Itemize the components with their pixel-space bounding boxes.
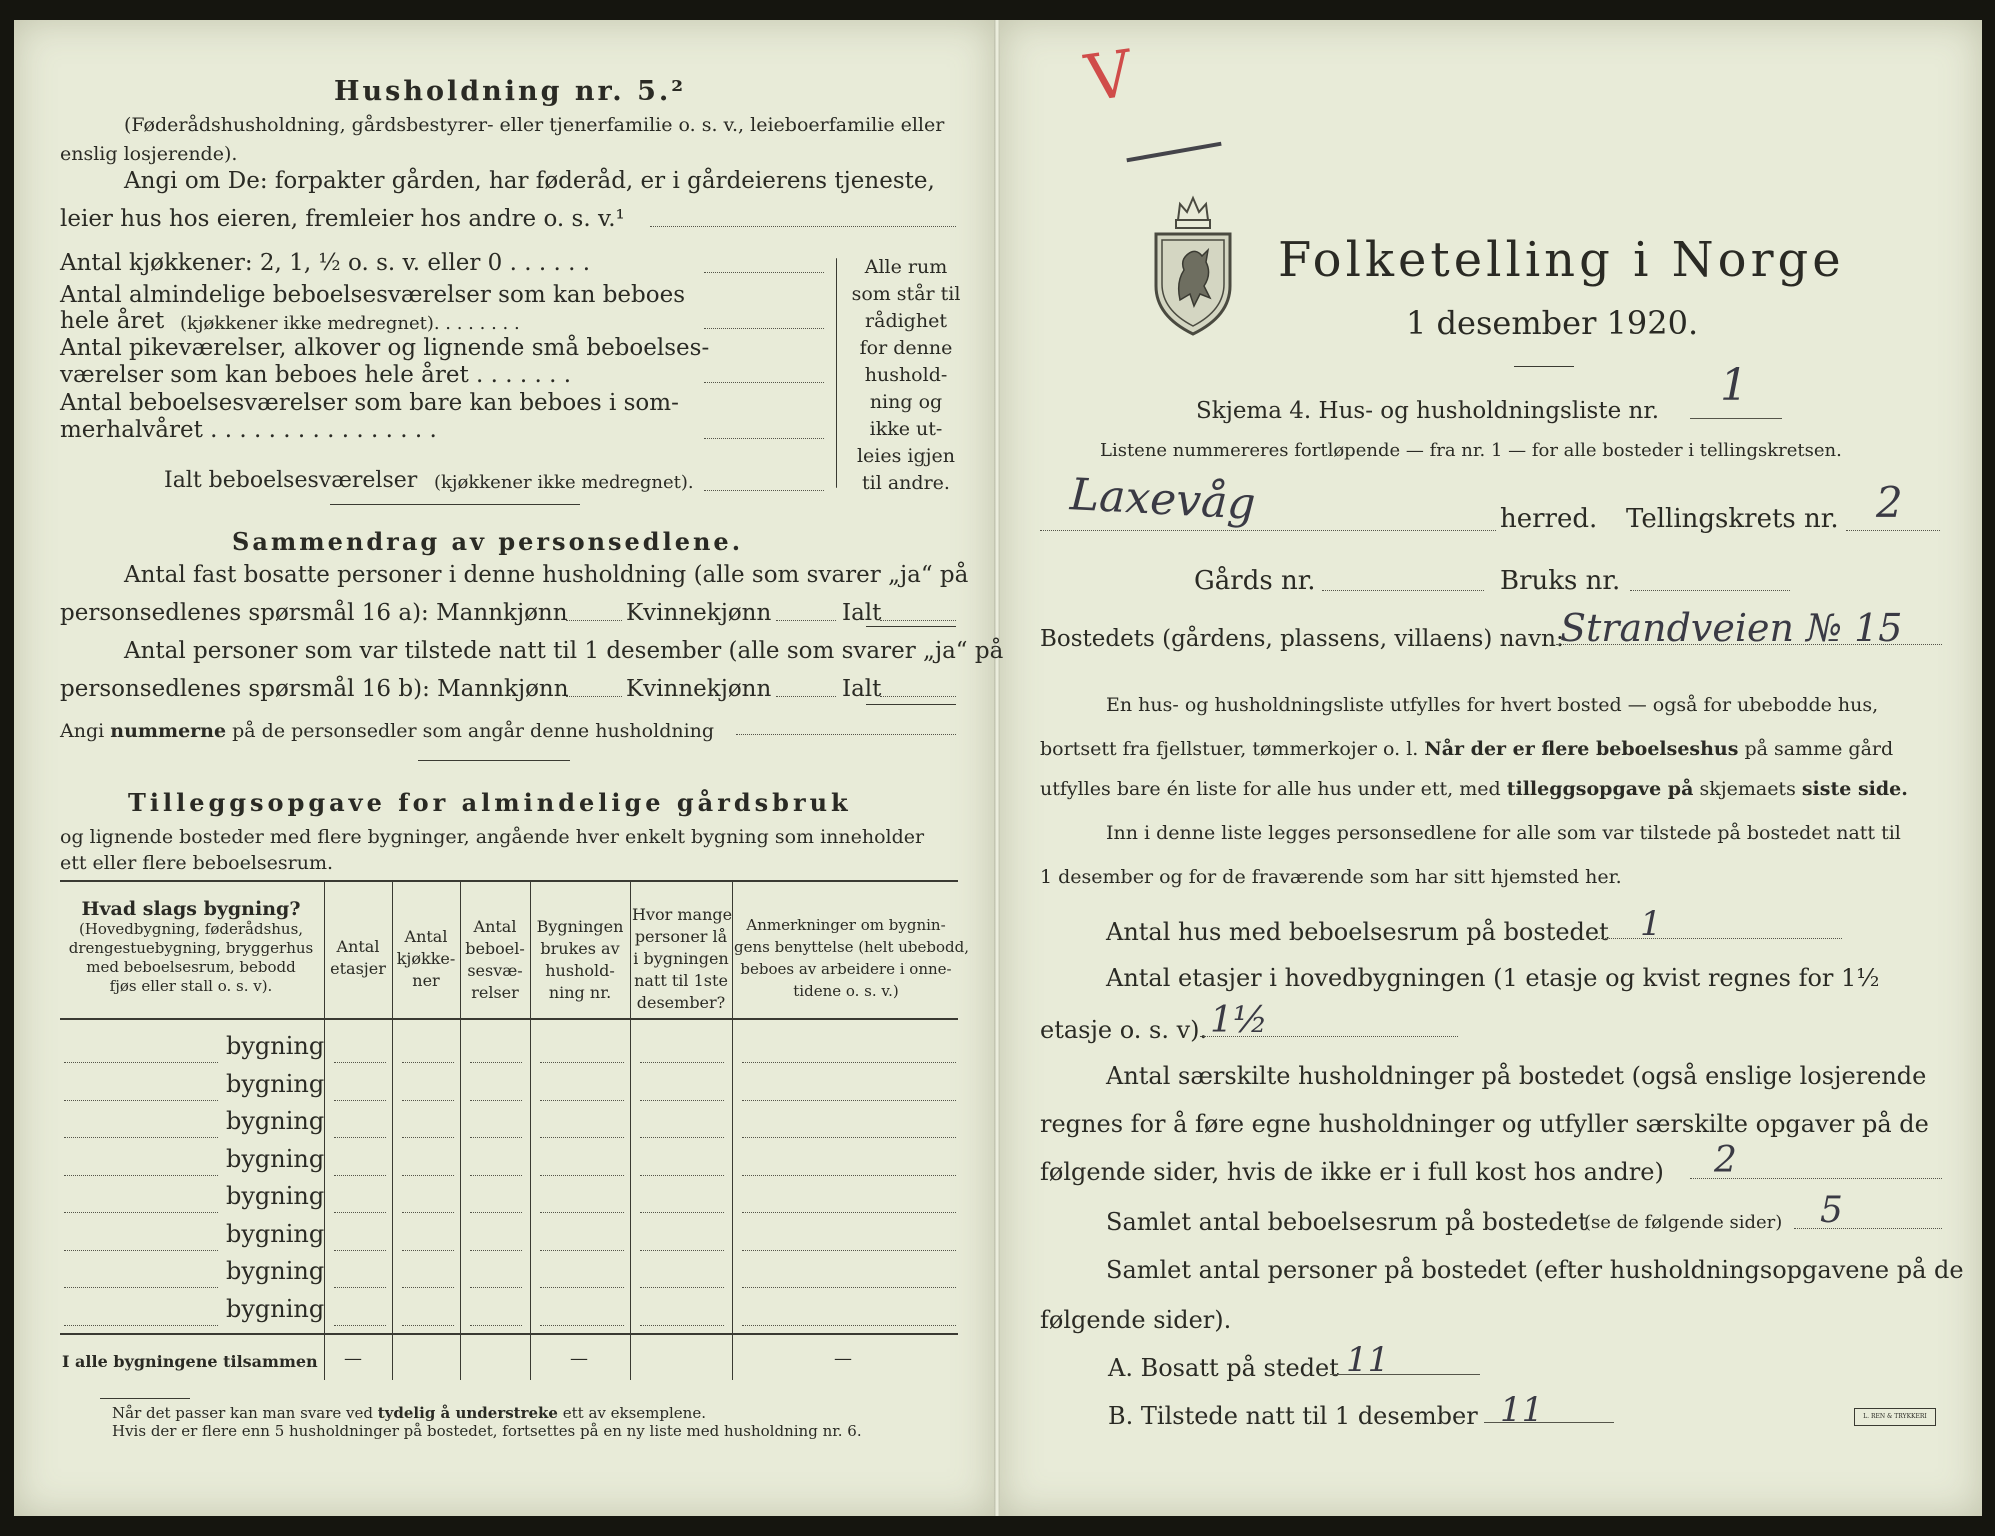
tellingskrets-value[interactable]: 2 <box>1876 478 1903 527</box>
table-col-sep-4 <box>530 880 531 1380</box>
q-hush-answer-line <box>1690 1178 1942 1179</box>
tillegg-heading: Tilleggsopgave for almindelige gårdsbruk <box>128 788 852 817</box>
q-pers-1: Samlet antal personer på bostedet (efter husholdningsopgavene på de <box>1106 1256 1964 1284</box>
col-head-kjokkener: Antal kjøkke- ner <box>396 927 456 990</box>
building-cell-field[interactable] <box>470 1137 522 1138</box>
building-cell-field[interactable] <box>742 1062 956 1063</box>
building-cell-field[interactable] <box>402 1062 454 1063</box>
building-cell-field[interactable] <box>470 1212 522 1213</box>
instr-2: bortsett fra fjellstuer, tømmerkojer o. l. Når der er flere beboelseshus på samme gård <box>1040 738 1894 760</box>
skjema-label: Skjema 4. Hus- og husholdningsliste nr. <box>1196 398 1660 424</box>
p2-kvinne-answer[interactable] <box>776 696 836 697</box>
herred-answer-line <box>1040 530 1496 531</box>
building-cell-field[interactable] <box>402 1212 454 1213</box>
building-cell-field[interactable] <box>640 1212 724 1213</box>
household-title: Husholdning nr. 5.² <box>334 76 687 107</box>
building-cell-field[interactable] <box>334 1100 386 1101</box>
angi-answer-line[interactable] <box>650 226 956 227</box>
bruks-answer-line[interactable] <box>1630 590 1790 591</box>
building-cell-field[interactable] <box>540 1175 624 1176</box>
listene-note: Listene nummereres fortløpende — fra nr. 1 — for alle bosteder i tellingskretsen. <box>1100 440 1842 461</box>
tillegg-desc-1: og lignende bosteder med flere bygninger, angående hver enkelt bygning som inneholder <box>60 826 925 848</box>
gards-answer-line[interactable] <box>1322 590 1484 591</box>
building-type-field[interactable] <box>64 1100 218 1101</box>
building-cell-field[interactable] <box>742 1175 956 1176</box>
building-type-field[interactable] <box>64 1287 218 1288</box>
building-type-field[interactable] <box>64 1212 218 1213</box>
table-top-border <box>60 880 958 882</box>
building-cell-field[interactable] <box>640 1287 724 1288</box>
building-cell-field[interactable] <box>742 1287 956 1288</box>
census-date: 1 desember 1920. <box>1406 304 1699 342</box>
angi-nummerne: Angi nummerne på de personsedler som angår denne husholdning <box>60 720 715 742</box>
p2-ialt-underline <box>866 704 956 705</box>
rooms-alm-2: hele året <box>60 308 165 334</box>
q-rum-label: Samlet antal beboelsesrum på bostedet <box>1106 1208 1588 1236</box>
p2-mann-answer[interactable] <box>566 696 622 697</box>
building-cell-field[interactable] <box>540 1100 624 1101</box>
center-fold <box>994 20 1000 1516</box>
building-row-label: bygning <box>226 1294 325 1323</box>
rooms-pike-answer[interactable] <box>704 382 824 383</box>
rooms-alm-1: Antal almindelige beboelsesværelser som kan beboes <box>60 282 686 308</box>
building-cell-field[interactable] <box>402 1100 454 1101</box>
rooms-alm-answer[interactable] <box>704 328 824 329</box>
angi-line-2: leier hus hos eieren, fremleier hos andre o. s. v.¹ <box>60 206 625 232</box>
p2-ialt-answer[interactable] <box>880 696 956 697</box>
rooms-kjokkener-answer[interactable] <box>704 272 824 273</box>
q-rum-value[interactable]: 5 <box>1820 1190 1843 1231</box>
col-head-brukes: Bygningen brukes av hushold- ning nr. <box>536 917 624 1002</box>
q-rum-answer-line <box>1794 1228 1942 1229</box>
table-col-sep-3 <box>460 880 461 1380</box>
instr-3: utfylles bare én liste for alle hus under ett, med tilleggsopgave på skjemaets siste side. <box>1040 778 1908 800</box>
herred-value[interactable]: Laxevåg <box>1068 469 1257 530</box>
building-cell-field[interactable] <box>540 1287 624 1288</box>
table-header-border <box>60 1018 958 1020</box>
left-page <box>14 20 994 1516</box>
bosted-answer-line <box>1556 644 1942 645</box>
rooms-ialt: Ialt beboelsesværelser <box>164 468 418 493</box>
table-col-sep-6 <box>732 880 733 1380</box>
red-check-mark: V <box>1081 37 1138 117</box>
building-cell-field[interactable] <box>334 1175 386 1176</box>
rooms-brace <box>836 258 837 488</box>
q-hush-value[interactable]: 2 <box>1714 1140 1737 1181</box>
q-etasjer-1: Antal etasjer i hovedbygningen (1 etasje og kvist regnes for 1½ <box>1106 964 1880 992</box>
building-cell-field[interactable] <box>402 1250 454 1251</box>
rooms-sommer-answer[interactable] <box>704 438 824 439</box>
a-label: A. Bosatt på stedet <box>1108 1354 1339 1382</box>
b-answer-line <box>1484 1422 1614 1423</box>
herred-label: herred. <box>1500 504 1598 534</box>
total-label: I alle bygningene tilsammen <box>62 1352 318 1371</box>
sammendrag-p1-2: personsedlenes spørsmål 16 a): Mannkjønn <box>60 600 568 626</box>
table-col-sep-2 <box>392 880 393 1380</box>
building-row-label: bygning <box>226 1032 325 1060</box>
rooms-ialt-note: (kjøkkener ikke medregnet). <box>434 472 694 493</box>
building-cell-field[interactable] <box>334 1062 386 1063</box>
col-head-personer: Hvor mange personer lå i bygningen natt til 1ste desember? <box>632 905 733 1012</box>
col-head-vaerelser: Antal beboel- sesvæ- relser <box>465 917 525 1002</box>
q-etasjer-answer-line <box>1200 1036 1458 1037</box>
col-head-etasjer: Antal etasjer <box>330 937 386 978</box>
skjema-answer-line <box>1690 418 1782 419</box>
building-type-field[interactable] <box>64 1137 218 1138</box>
rooms-kjokkener: Antal kjøkkener: 2, 1, ½ o. s. v. eller 0 . . . . . . <box>60 250 591 276</box>
rooms-ialt-answer[interactable] <box>704 490 824 491</box>
building-cell-field[interactable] <box>470 1062 522 1063</box>
building-cell-field[interactable] <box>640 1325 724 1326</box>
footnote-2: Hvis der er flere enn 5 husholdninger på bostedet, fortsettes på en ny liste med husholdning nr. 6. <box>112 1422 862 1440</box>
q-hush-3: følgende sider, hvis de ikke er i full kost hos andre) <box>1040 1158 1664 1186</box>
building-cell-field[interactable] <box>742 1325 956 1326</box>
building-type-field[interactable] <box>64 1062 218 1063</box>
building-cell-field[interactable] <box>470 1250 522 1251</box>
a-value[interactable]: 11 <box>1346 1340 1390 1380</box>
building-type-field[interactable] <box>64 1325 218 1326</box>
building-cell-field[interactable] <box>334 1137 386 1138</box>
building-cell-field[interactable] <box>742 1100 956 1101</box>
building-cell-field[interactable] <box>334 1212 386 1213</box>
sammendrag-p2-1: Antal personer som var tilstede natt til 1 desember (alle som svarer „ja“ på <box>124 638 1004 664</box>
p1-ialt-label: Ialt <box>842 600 882 626</box>
building-cell-field[interactable] <box>540 1062 624 1063</box>
building-row-label: bygning <box>226 1182 325 1210</box>
p1-ialt-answer[interactable] <box>880 620 956 621</box>
sammendrag-heading: Sammendrag av personsedlene. <box>232 527 744 556</box>
building-cell-field[interactable] <box>540 1137 624 1138</box>
rooms-sommer-2: merhalvåret . . . . . . . . . . . . . . . . <box>60 417 437 443</box>
title-rule <box>1514 366 1574 367</box>
main-title: Folketelling i Norge <box>1278 232 1845 288</box>
building-cell-field[interactable] <box>640 1250 724 1251</box>
q-hush-1: Antal særskilte husholdninger på bostedet (også enslige losjerende <box>1106 1062 1927 1090</box>
sammendrag-p1-1: Antal fast bosatte personer i denne husholdning (alle som svarer „ja“ på <box>124 562 969 588</box>
angi-line-1: Angi om De: forpakter gården, har føderåd, er i gårdeierens tjeneste, <box>124 168 935 194</box>
q-hus-value[interactable]: 1 <box>1640 904 1662 944</box>
building-cell-field[interactable] <box>540 1212 624 1213</box>
tillegg-desc-2: ett eller flere beboelsesrum. <box>60 852 334 874</box>
b-value[interactable]: 11 <box>1500 1390 1544 1430</box>
rooms-pike-2: værelser som kan beboes hele året . . . . . . . <box>60 362 572 388</box>
building-row-label: bygning <box>226 1219 325 1248</box>
p2-kvinne-label: Kvinnekjønn <box>626 676 772 702</box>
table-total-border <box>60 1333 958 1335</box>
footnote-1: Når det passer kan man svare ved tydelig å understreke ett av eksemplene. <box>112 1404 706 1422</box>
p1-kvinne-answer[interactable] <box>776 620 836 621</box>
q-hus-label: Antal hus med beboelsesrum på bostedet <box>1106 918 1609 946</box>
divider-2 <box>418 760 570 761</box>
building-cell-field[interactable] <box>640 1175 724 1176</box>
table-col-sep-5 <box>630 880 631 1380</box>
building-row-label: bygning <box>226 1069 325 1098</box>
building-cell-field[interactable] <box>742 1212 956 1213</box>
building-cell-field[interactable] <box>742 1250 956 1251</box>
household-subtitle-2: enslig losjerende). <box>60 143 238 165</box>
tellingskrets-label: Tellingskrets nr. <box>1626 504 1839 534</box>
q-hus-answer-line <box>1598 938 1842 939</box>
building-cell-field[interactable] <box>402 1175 454 1176</box>
building-cell-field[interactable] <box>540 1250 624 1251</box>
building-row-label: bygning <box>226 1144 325 1173</box>
skjema-value[interactable]: 1 <box>1720 360 1748 411</box>
building-cell-field[interactable] <box>334 1287 386 1288</box>
rooms-pike-1: Antal pikeværelser, alkover og lignende små beboelses- <box>60 335 710 361</box>
b-label: B. Tilstede natt til 1 desember <box>1108 1402 1478 1430</box>
building-cell-field[interactable] <box>470 1287 522 1288</box>
building-row-label: bygning <box>226 1107 325 1135</box>
q-etasjer-2: etasje o. s. v). <box>1040 1016 1208 1044</box>
p1-kvinne-label: Kvinnekjønn <box>626 600 772 626</box>
building-cell-field[interactable] <box>402 1287 454 1288</box>
divider-1 <box>330 504 580 505</box>
building-cell-field[interactable] <box>540 1325 624 1326</box>
printer-stamp: L. REN & TRYKKERI <box>1854 1408 1936 1426</box>
building-cell-field[interactable] <box>640 1100 724 1101</box>
tellingskrets-answer-line <box>1846 530 1940 531</box>
building-type-field[interactable] <box>64 1250 218 1251</box>
angi-nummerne-answer[interactable] <box>736 734 956 735</box>
col-head-building: Hvad slags bygning? (Hovedbygning, føderådshus, drengestuebygning, bryggerhus med beboelsesrum, bebodd fjøs eller stall o. s. v). <box>68 898 314 995</box>
p1-ialt-underline <box>866 626 956 627</box>
building-cell-field[interactable] <box>640 1062 724 1063</box>
p2-ialt-label: Ialt <box>842 676 882 702</box>
instr-5: 1 desember og for de fraværende som har sitt hjemsted her. <box>1040 866 1622 888</box>
building-row-label: bygning <box>226 1257 325 1285</box>
bruks-label: Bruks nr. <box>1500 566 1621 596</box>
instr-4: Inn i denne liste legges personsedlene for alle som var tilstede på bostedet natt til <box>1106 822 1901 844</box>
building-cell-field[interactable] <box>470 1175 522 1176</box>
bosted-value[interactable]: Strandveien № 15 <box>1560 606 1903 650</box>
q-etasjer-value[interactable]: 1½ <box>1210 1000 1268 1041</box>
gards-label: Gårds nr. <box>1194 566 1316 596</box>
q-hush-2: regnes for å føre egne husholdninger og utfyller særskilte opgaver på de <box>1040 1110 1929 1138</box>
total-anm-dash: — <box>834 1348 852 1369</box>
building-cell-field[interactable] <box>742 1137 956 1138</box>
building-cell-field[interactable] <box>402 1137 454 1138</box>
a-answer-line <box>1330 1374 1480 1375</box>
building-cell-field[interactable] <box>334 1325 386 1326</box>
sammendrag-p2-2: personsedlenes spørsmål 16 b): Mannkjønn <box>60 676 569 702</box>
bosted-label: Bostedets (gårdens, plassens, villaens) navn: <box>1040 626 1564 652</box>
household-subtitle-1: (Føderådshusholdning, gårdsbestyrer- eller tjenerfamilie o. s. v., leieboerfamilie eller <box>124 114 945 136</box>
building-cell-field[interactable] <box>470 1100 522 1101</box>
footnote-rule <box>100 1398 190 1399</box>
building-cell-field[interactable] <box>470 1325 522 1326</box>
col-head-anm: Anmerkninger om bygnin- gens benyttelse (helt ubebodd, beboes av arbeidere i onne- tidene o. s. v.) <box>734 916 970 1000</box>
norway-coat-of-arms-icon <box>1150 190 1236 338</box>
rooms-brace-note: Alle rum som står til rådighet for denne hushold- ning og ikke ut- leies igjen til andre. <box>851 256 961 494</box>
building-cell-field[interactable] <box>402 1325 454 1326</box>
building-cell-field[interactable] <box>640 1137 724 1138</box>
building-cell-field[interactable] <box>334 1250 386 1251</box>
q-rum-note: (se de følgende sider) <box>1584 1212 1783 1233</box>
total-etasjer-dash: — <box>344 1348 362 1369</box>
instr-1: En hus- og husholdningsliste utfylles for hvert bosted — også for ubebodde hus, <box>1106 694 1879 716</box>
rooms-alm-2-note: (kjøkkener ikke medregnet). . . . . . . . <box>180 313 520 334</box>
q-pers-2: følgende sider). <box>1040 1306 1232 1334</box>
p1-mann-answer[interactable] <box>566 620 622 621</box>
building-type-field[interactable] <box>64 1175 218 1176</box>
rooms-sommer-1: Antal beboelsesværelser som bare kan beboes i som- <box>60 390 679 416</box>
total-brukes-dash: — <box>570 1348 588 1369</box>
